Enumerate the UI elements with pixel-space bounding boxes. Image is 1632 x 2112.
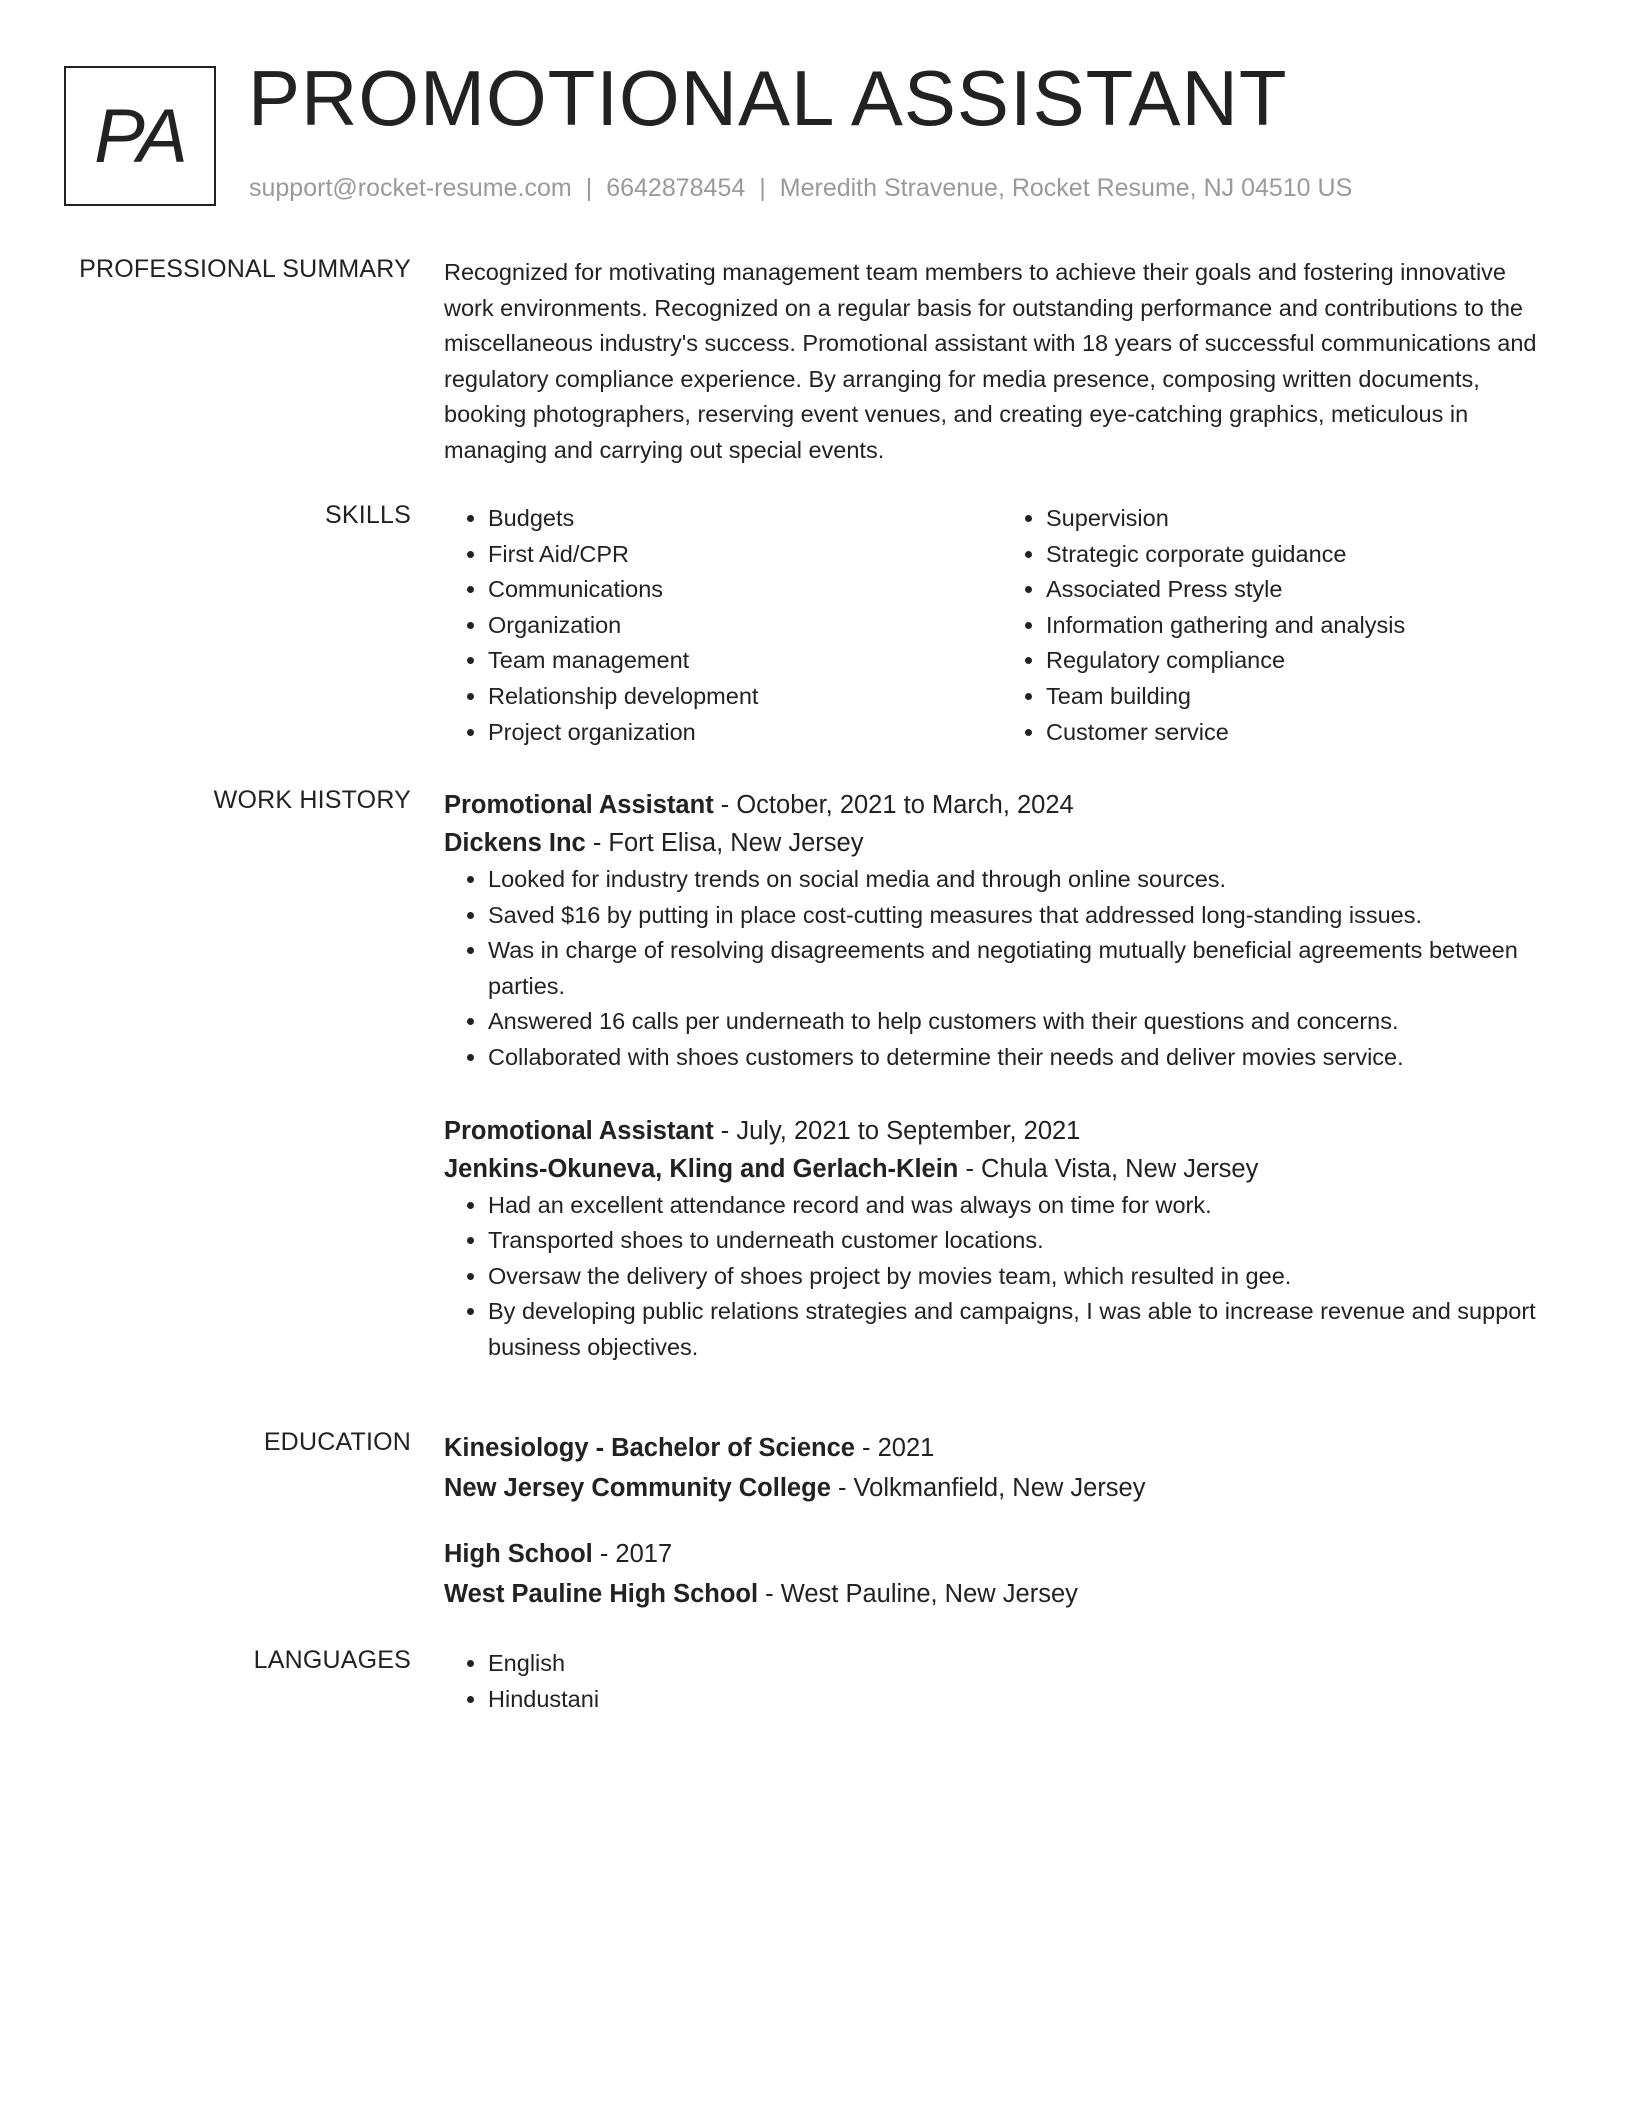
job-dates: - October, 2021 to March, 2024 — [713, 791, 1074, 819]
page-title: PROMOTIONAL ASSISTANT — [248, 54, 1288, 142]
education-degree-line — [444, 1428, 1560, 1468]
job-company-line — [444, 824, 1560, 862]
education-content — [444, 1428, 1560, 1614]
contact-phone: 6642878454 — [606, 174, 746, 202]
skill-item: • Relationship development — [488, 679, 1002, 715]
languages-content — [444, 1646, 1560, 1717]
education-year: - 2017 — [592, 1540, 673, 1568]
job-dates: - July, 2021 to September, 2021 — [713, 1116, 1081, 1145]
section-label-languages: LANGUAGES — [253, 1646, 411, 1674]
job-bullet: • Had an excellent attendance record and was always on time for work. — [488, 1188, 1560, 1224]
job-company: Dickens Inc — [444, 829, 586, 857]
job-title: Promotional Assistant — [444, 1116, 714, 1145]
job-bullet: • Oversaw the delivery of shoes project by movies team, which resulted in gee. — [488, 1259, 1560, 1295]
education-entry — [444, 1428, 1560, 1508]
skill-item: • Budgets — [488, 501, 1002, 537]
skills-list-left — [444, 501, 1002, 750]
skill-item: • Customer service — [1046, 715, 1560, 751]
contact-address: Meredith Stravenue, Rocket Resume, NJ 04510 US — [779, 174, 1353, 202]
job-bullets — [444, 1188, 1560, 1366]
skills-content — [444, 501, 1560, 750]
education-school: New Jersey Community College — [444, 1474, 831, 1502]
section-label-skills: SKILLS — [325, 501, 411, 529]
job-bullet: • Collaborated with shoes customers to determine their needs and deliver movies service. — [488, 1040, 1560, 1076]
work-content — [444, 786, 1560, 1366]
job-title: Promotional Assistant — [444, 791, 714, 819]
job-bullet: • Was in charge of resolving disagreements and negotiating mutually beneficial agreements between parties. — [488, 933, 1560, 1004]
skill-item: • Regulatory compliance — [1046, 643, 1560, 679]
job-bullet: • Transported shoes to underneath customer locations. — [488, 1223, 1560, 1259]
skill-item: • Project organization — [488, 715, 1002, 751]
contact-line — [249, 174, 1352, 203]
job-bullet: • Answered 16 calls per underneath to help customers with their questions and concerns. — [488, 1004, 1560, 1040]
education-school: West Pauline High School — [444, 1580, 759, 1608]
skill-item: • Strategic corporate guidance — [1046, 537, 1560, 573]
education-school-line — [444, 1468, 1560, 1508]
skill-item: • Information gathering and analysis — [1046, 608, 1560, 644]
job-bullet: • Looked for industry trends on social media and through online sources. — [488, 862, 1560, 898]
skills-list-right — [1002, 501, 1560, 750]
job-title-line — [444, 786, 1560, 824]
contact-separator: | — [759, 174, 766, 202]
job-entry — [444, 1112, 1560, 1366]
job-company: Jenkins-Okuneva, Kling and Gerlach-Klein — [444, 1154, 959, 1183]
skill-item: • Organization — [488, 608, 1002, 644]
job-company-line — [444, 1150, 1560, 1188]
education-year: - 2021 — [854, 1434, 935, 1462]
education-location: - Volkmanfield, New Jersey — [830, 1474, 1146, 1502]
language-item: • English — [488, 1646, 1560, 1682]
summary-content — [444, 255, 1560, 469]
skill-item: • Communications — [488, 572, 1002, 608]
skill-item: • Team management — [488, 643, 1002, 679]
job-title-line — [444, 1112, 1560, 1150]
education-location: - West Pauline, New Jersey — [758, 1580, 1078, 1608]
job-location: - Fort Elisa, New Jersey — [585, 829, 864, 857]
education-degree: High School — [444, 1540, 593, 1568]
skill-item: • First Aid/CPR — [488, 537, 1002, 573]
education-school-line — [444, 1574, 1560, 1614]
skill-item: • Associated Press style — [1046, 572, 1560, 608]
language-item: • Hindustani — [488, 1682, 1560, 1718]
job-bullets — [444, 862, 1560, 1076]
contact-email: support@rocket-resume.com — [249, 174, 572, 202]
summary-text: Recognized for motivating management team members to achieve their goals and fostering innovative work environments. Recognized on a regular basis for outstanding performance and contributions to the miscellaneous industry's success. Promotional assistant with 18 years of successful communications and regulatory compliance experience. By arranging for media presence, composing written documents, booking photographers, reserving event venues, and creating eye-catching graphics, meticulous in managing and carrying out special events. — [444, 259, 1537, 463]
education-degree: Kinesiology - Bachelor of Science — [444, 1434, 855, 1462]
monogram-logo: PA — [64, 66, 216, 206]
education-entry — [444, 1534, 1560, 1614]
section-label-work: WORK HISTORY — [213, 786, 411, 814]
education-degree-line — [444, 1534, 1560, 1574]
job-bullet: • Saved $16 by putting in place cost-cutting measures that addressed long-standing issues. — [488, 898, 1560, 934]
languages-list — [444, 1646, 1560, 1717]
job-bullet: • By developing public relations strategies and campaigns, I was able to increase revenue and support business objectives. — [488, 1294, 1560, 1365]
job-entry — [444, 786, 1560, 1076]
section-label-summary: PROFESSIONAL SUMMARY — [79, 255, 411, 283]
section-label-education: EDUCATION — [263, 1428, 411, 1456]
contact-separator: | — [585, 174, 593, 202]
skill-item: • Team building — [1046, 679, 1560, 715]
skill-item: • Supervision — [1046, 501, 1560, 537]
job-location: - Chula Vista, New Jersey — [958, 1154, 1259, 1183]
